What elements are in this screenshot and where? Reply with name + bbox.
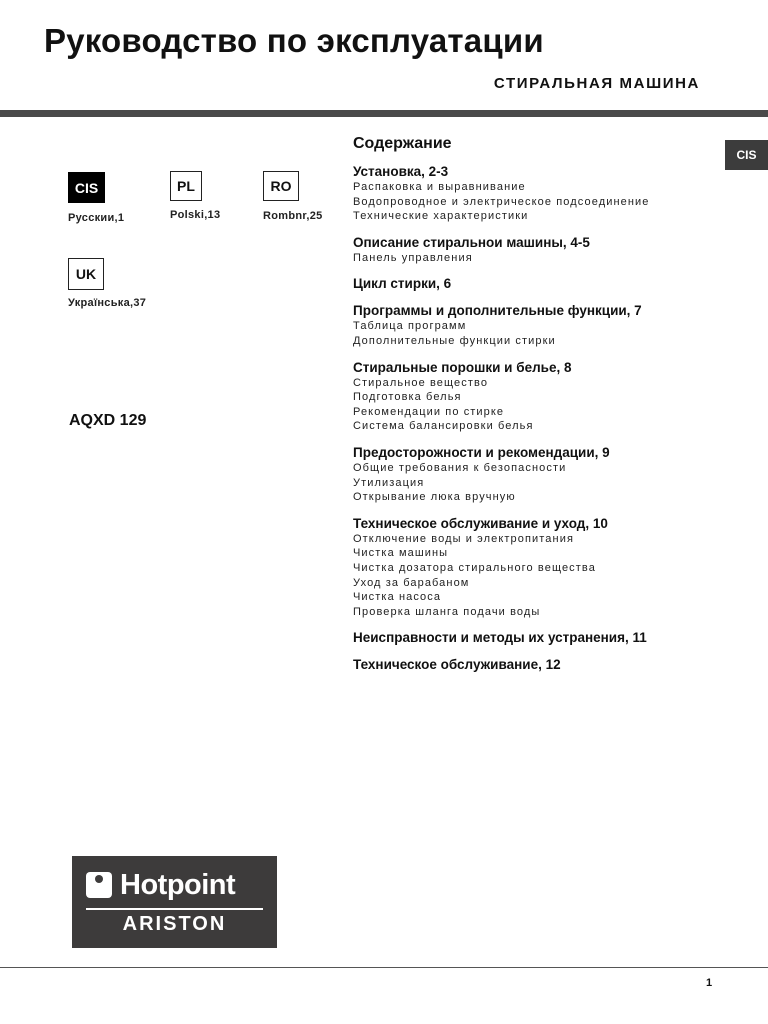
toc-item[interactable]: Распаковка и выравнивание [353, 181, 526, 193]
toc-item[interactable]: Панель управления [353, 251, 473, 264]
toc-section [353, 302, 713, 348]
toc-item[interactable]: Технические характеристики [353, 210, 529, 223]
toc-item[interactable]: Дополнительные функции стирки [353, 334, 556, 347]
language-label-ro: Rombnr,25 [263, 210, 323, 222]
language-ro[interactable] [263, 171, 323, 222]
toc-section-title[interactable]: Программы и дополнительные функции, 7 [353, 303, 642, 319]
language-uk[interactable] [68, 258, 146, 309]
toc-item[interactable]: Чистка дозатора стирального вещества [353, 561, 596, 574]
footer-divider [0, 967, 768, 968]
table-of-contents [353, 135, 713, 683]
toc-section-title[interactable]: Описание стиральнои машины, 4-5 [353, 234, 590, 250]
toc-section [353, 515, 713, 620]
toc-item[interactable]: Система балансировки белья [353, 420, 534, 433]
toc-item[interactable]: Уход за барабаном [353, 576, 470, 589]
language-code-uk: UK [68, 258, 104, 290]
logo-mark-icon [86, 872, 112, 898]
toc-section [353, 444, 713, 505]
language-code-ro: RO [263, 171, 299, 201]
toc-section [353, 234, 713, 266]
toc-section-title[interactable]: Цикл стирки, 6 [353, 276, 452, 292]
language-code-pl: PL [170, 171, 202, 201]
logo-subbrand: ARISTON [122, 913, 227, 935]
toc-section-title[interactable]: Стиральные порошки и белье, 8 [353, 359, 572, 375]
header-divider [0, 110, 768, 117]
page-subtitle: СТИРАЛЬНАЯ МАШИНА [493, 75, 700, 92]
hotpoint-ariston-logo [72, 856, 277, 948]
page-number: 1 [706, 977, 713, 989]
toc-item[interactable]: Чистка машины [353, 547, 449, 560]
toc-section-title[interactable]: Техническое обслуживание, 12 [353, 657, 561, 673]
language-label-pl: Polski,13 [170, 209, 221, 221]
page-title: Руководство по эксплуатации [44, 22, 544, 59]
toc-title: Содержание [353, 135, 452, 152]
toc-section-title[interactable]: Предосторожности и рекомендации, 9 [353, 444, 610, 460]
toc-item[interactable]: Таблица программ [353, 320, 467, 333]
toc-item[interactable]: Стиральное вещество [353, 376, 489, 389]
language-cis[interactable] [68, 172, 124, 224]
toc-section [353, 163, 713, 224]
toc-item[interactable]: Отключение воды и электропитания [353, 532, 575, 545]
language-label-uk: Українська,37 [68, 297, 147, 309]
side-language-tab[interactable]: CIS [725, 140, 768, 170]
toc-item[interactable]: Подготовка белья [353, 391, 462, 404]
language-pl[interactable] [170, 171, 220, 221]
toc-item[interactable]: Рекомендации по стирке [353, 405, 505, 418]
toc-section [353, 359, 713, 434]
toc-section [353, 656, 713, 673]
model-number: AQXD 129 [69, 412, 147, 429]
language-code-cis: CIS [68, 172, 105, 203]
language-label-cis: Русскии,1 [68, 212, 125, 224]
toc-section-title[interactable]: Установка, 2-3 [353, 164, 449, 179]
toc-section [353, 275, 713, 292]
toc-item[interactable]: Общие требования к безопасности [353, 461, 567, 474]
toc-item[interactable]: Утилизация [353, 476, 425, 489]
logo-top-row [86, 864, 266, 906]
toc-section [353, 629, 713, 646]
logo-divider [86, 908, 263, 910]
toc-section-title[interactable]: Техническое обслуживание и уход, 10 [353, 515, 608, 531]
toc-section-title[interactable]: Неисправности и методы их устранения, 11 [353, 630, 647, 646]
toc-item[interactable]: Открывание люка вручную [353, 491, 516, 504]
toc-item[interactable]: Проверка шланга подачи воды [353, 605, 541, 618]
logo-brand-name: Hotpoint [120, 868, 236, 901]
toc-item[interactable]: Чистка насоса [353, 591, 442, 604]
toc-item[interactable]: Водопроводное и электрическое подсоединение [353, 195, 650, 208]
